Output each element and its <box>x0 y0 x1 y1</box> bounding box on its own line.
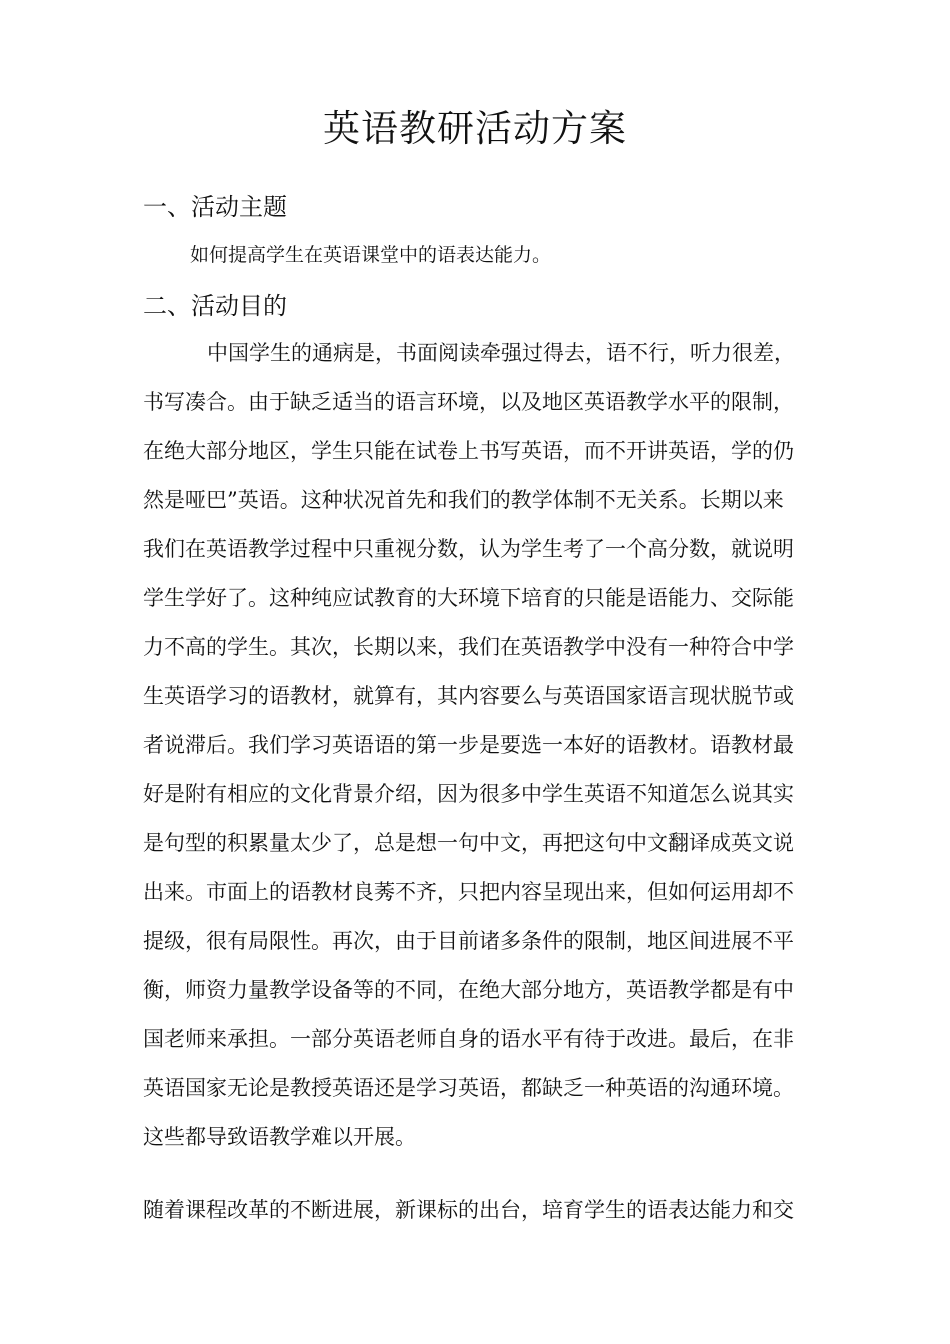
paragraph-line: 学生学好了。这种纯应试教育的大环境下培育的只能是语能力、交际能 <box>143 586 794 610</box>
purpose-paragraph <box>143 333 833 1166</box>
paragraph-line: 力不高的学生。其次，长期以来，我们在英语教学中没有一种符合中学 <box>143 635 794 659</box>
paragraph-line: 中国学生的通病是，书面阅读牵强过得去，语不行，听力很差， <box>207 341 795 365</box>
closing-line: 随着课程改革的不断进展，新课标的出台，培育学生的语表达能力和交 <box>143 1198 794 1222</box>
paragraph-line: 衡，师资力量教学设备等的不同，在绝大部分地方，英语教学都是有中 <box>143 978 794 1002</box>
section-heading-purpose: 二、活动目的 <box>143 292 287 320</box>
paragraph-line: 然是哑巴”英语。这种状况首先和我们的教学体制不无关系。长期以来 <box>143 488 784 512</box>
paragraph-line: 是句型的积累量太少了，总是想一句中文，再把这句中文翻译成英文说 <box>143 831 794 855</box>
paragraph-line: 这些都导致语教学难以开展。 <box>143 1125 416 1149</box>
paragraph-line: 生英语学习的语教材，就算有，其内容要么与英语国家语言现状脱节或 <box>143 684 794 708</box>
section-heading-theme: 一、活动主题 <box>143 193 287 221</box>
theme-text: 如何提高学生在英语课堂中的语表达能力。 <box>190 244 552 266</box>
paragraph-line: 者说滞后。我们学习英语语的第一步是要选一本好的语教材。语教材最 <box>143 733 794 757</box>
paragraph-line: 书写凑合。由于缺乏适当的语言环境，以及地区英语教学水平的限制， <box>143 390 794 414</box>
paragraph-line: 国老师来承担。一部分英语老师自身的语水平有待于改进。最后，在非 <box>143 1027 794 1051</box>
paragraph-line: 在绝大部分地区，学生只能在试卷上书写英语，而不开讲英语，学的仍 <box>143 439 794 463</box>
document-title: 英语教研活动方案 <box>323 107 627 150</box>
paragraph-line: 英语国家无论是教授英语还是学习英语，都缺乏一种英语的沟通环境。 <box>143 1076 794 1100</box>
paragraph-line: 提级，很有局限性。再次，由于目前诸多条件的限制，地区间进展不平 <box>143 929 794 953</box>
paragraph-line: 我们在英语教学过程中只重视分数，认为学生考了一个高分数，就说明 <box>143 537 794 561</box>
paragraph-line: 出来。市面上的语教材良莠不齐，只把内容呈现出来，但如何运用却不 <box>143 880 794 904</box>
paragraph-line: 好是附有相应的文化背景介绍，因为很多中学生英语不知道怎么说其实 <box>143 782 794 806</box>
